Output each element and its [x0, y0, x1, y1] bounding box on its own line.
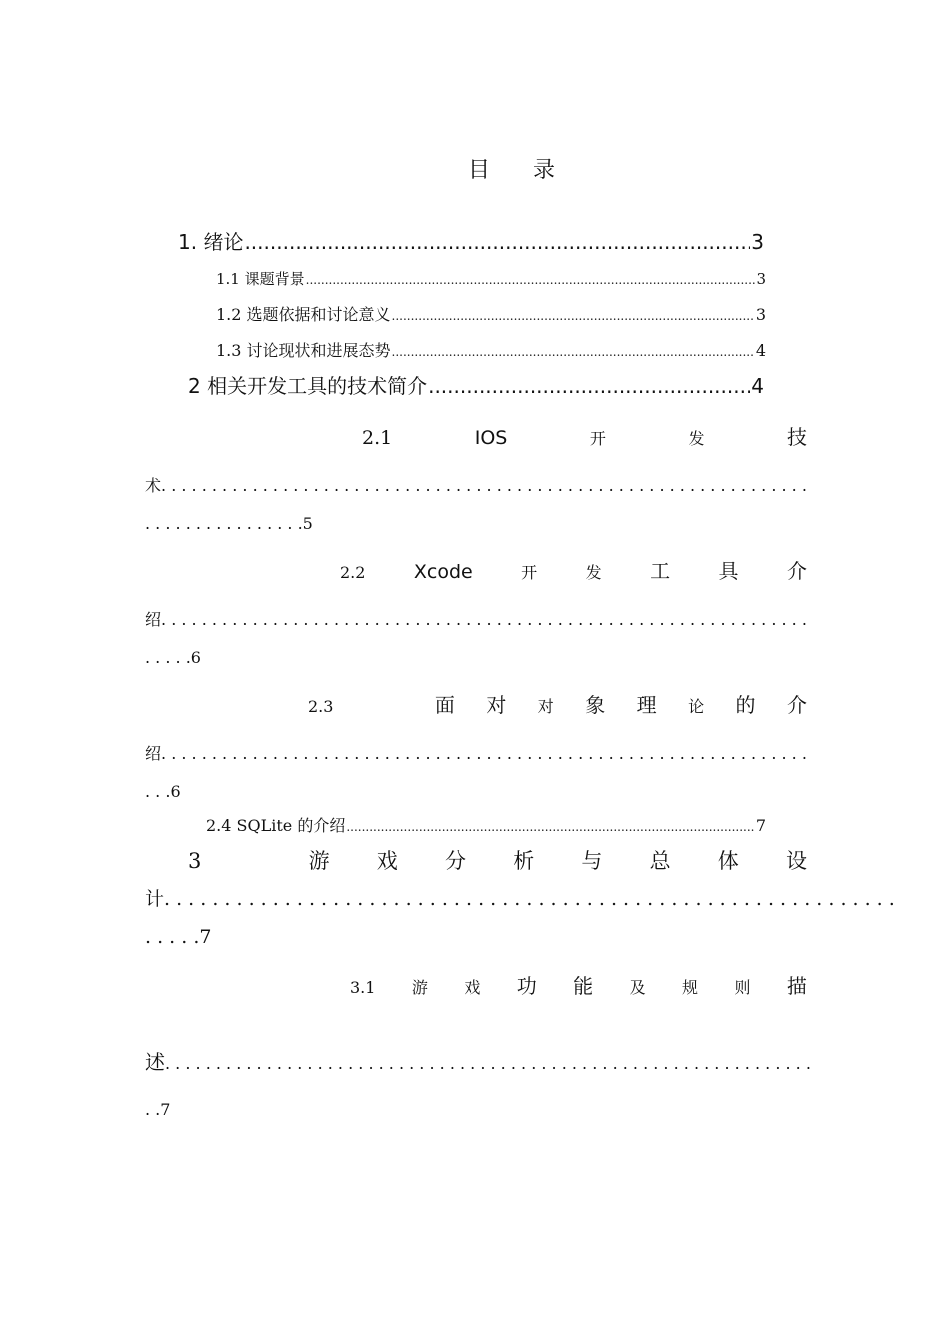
- toc-entry-word: 体: [717, 849, 739, 873]
- toc-leader: [244, 232, 750, 252]
- toc-entry-word: 技: [787, 425, 807, 449]
- toc-entry-page: 7: [199, 926, 212, 948]
- toc-entry-word: 总: [649, 849, 671, 873]
- toc-entry-continuation: [145, 746, 807, 762]
- toc-leader: . . . . . . . . . . . . . . . . . . . . . . . . . . . . . . . . . . . . . . . . . . . . . . . . . . . . . . . . . . . . . . . .: [161, 744, 807, 763]
- toc-entry-label: 1.2 选题依据和讨论意义: [216, 305, 391, 324]
- toc-entry-page: 7: [160, 1100, 171, 1119]
- toc-entry-page: 3: [755, 305, 766, 324]
- toc-entry-word: 戏: [464, 978, 481, 997]
- toc-leader: . . .: [145, 782, 171, 801]
- toc-entry-word: 开: [589, 429, 606, 448]
- toc-entry-word: 规: [682, 978, 699, 997]
- toc-entry-page: 4: [755, 341, 766, 360]
- toc-leader: . . . . . . . . . . . . . . . . . . . . . . . . . . . . . . . . . . . . . . . . . . . . . . . . . . . . . . . . . . . . . . . .: [161, 476, 807, 495]
- toc-leader: [428, 376, 750, 396]
- toc-entry-word: 游: [308, 849, 330, 873]
- toc-leader: [306, 274, 756, 286]
- toc-entry-label: 计: [145, 888, 165, 910]
- toc-entry-word: Xcode: [413, 561, 473, 583]
- toc-entry-number: 2.1: [362, 427, 393, 449]
- toc-entry-label: 1.3 讨论现状和进展态势: [216, 341, 391, 360]
- toc-entry-word: 对: [486, 693, 507, 717]
- toc-entry-continuation: [145, 478, 807, 494]
- toc-entry-page: 6: [170, 782, 181, 801]
- toc-entry-continuation: [145, 1102, 170, 1118]
- toc-entry-2-3[interactable]: [308, 695, 807, 715]
- toc-entry-word: 设: [786, 849, 807, 873]
- toc-entry-intro[interactable]: [178, 232, 764, 252]
- toc-entry-word: 析: [513, 849, 535, 873]
- toc-leader: . . . . . . . . . . . . . . . . . . . . . . . . . . . . . . . . . . . . . . . . . . . . . . . . . . . . . . . . . . . . . . . .: [161, 610, 807, 629]
- toc-entry-word: 面: [434, 693, 455, 717]
- toc-entry-page: 4: [751, 374, 764, 398]
- toc-leader: . .: [145, 1100, 161, 1119]
- toc-entry-page: 5: [302, 514, 313, 533]
- toc-entry-word: 分: [444, 849, 466, 873]
- toc-entry-label: 2.4 SQLite 的介绍: [206, 816, 346, 835]
- toc-entry-chapter-3[interactable]: [188, 851, 807, 872]
- toc-leader: . . . . .: [145, 926, 200, 948]
- toc-entry-2-1[interactable]: [362, 427, 807, 448]
- toc-entry-continuation: [145, 612, 807, 628]
- toc-entry-word: 工: [650, 559, 671, 583]
- toc-entry-word: 游: [411, 978, 428, 997]
- toc-leader: . . . . . . . . . . . . . . . . . . . . . . . . . . . . . . . . . . . . . . . . . . . . . . . . . . . . . . . . . . . . .: [164, 888, 895, 910]
- toc-entry-word: 象: [585, 693, 606, 717]
- toc-entry-number: 2.3: [308, 697, 334, 716]
- toc-entry-word: 论: [688, 697, 705, 716]
- toc-leader: . . . . .: [145, 648, 191, 667]
- toc-entry-continuation: [145, 784, 181, 800]
- toc-entry-page: 6: [190, 648, 201, 667]
- toc-title: 目 录: [468, 158, 573, 183]
- toc-leader: . . . . . . . . . . . . . . . . . . . . . . . . . . . . . . . . . . . . . . . . . . . . . . . . . . . . . . . . . . . . . . . .: [165, 1054, 811, 1073]
- toc-entry-word: 的: [735, 693, 756, 717]
- toc-entry-1-1[interactable]: [216, 272, 766, 287]
- toc-entry-number: 3.1: [350, 978, 376, 997]
- toc-entry-word: 对: [537, 697, 554, 716]
- toc-leader: [392, 346, 755, 358]
- toc-entry-word: IOS: [474, 427, 508, 449]
- toc-entry-number: 2.2: [340, 563, 366, 582]
- toc-entry-word: 描: [786, 974, 807, 998]
- toc-entry-continuation: [145, 516, 313, 532]
- toc-entry-word: 能: [573, 974, 594, 998]
- toc-entry-label: 绍: [145, 744, 162, 763]
- toc-entry-word: 与: [581, 849, 603, 873]
- toc-entry-page: 3: [751, 230, 764, 254]
- toc-entry-word: 介: [786, 559, 807, 583]
- toc-entry-continuation: [145, 650, 201, 666]
- toc-entry-2-2[interactable]: [340, 561, 807, 582]
- toc-entry-word: 开: [521, 563, 538, 582]
- toc-entry-chapter-2[interactable]: [188, 376, 764, 396]
- toc-entry-label: 1. 绪论: [178, 230, 244, 254]
- toc-entry-2-4[interactable]: [206, 818, 766, 834]
- toc-leader: [346, 821, 754, 833]
- toc-entry-label: 2 相关开发工具的技术简介: [188, 374, 428, 398]
- toc-entry-1-2[interactable]: [216, 307, 766, 323]
- toc-entry-word: 介: [786, 693, 807, 717]
- toc-entry-word: 具: [718, 559, 739, 583]
- toc-entry-label: 绍: [145, 610, 162, 629]
- toc-leader: . . . . . . . . . . . . . . . .: [145, 514, 303, 533]
- toc-entry-word: 及: [629, 978, 646, 997]
- toc-entry-continuation: [145, 890, 895, 909]
- toc-entry-label: 1.1 课题背景: [216, 270, 305, 288]
- toc-entry-word: 发: [688, 429, 705, 448]
- toc-entry-word: 理: [636, 693, 657, 717]
- toc-entry-word: 功: [516, 974, 537, 998]
- toc-entry-3-1[interactable]: [350, 976, 807, 996]
- toc-entry-1-3[interactable]: [216, 343, 766, 359]
- toc-entry-continuation: [145, 928, 211, 947]
- toc-entry-page: 3: [756, 270, 766, 288]
- toc-entry-number: 3: [188, 849, 202, 873]
- toc-entry-page: 7: [755, 816, 766, 835]
- toc-entry-word: 戏: [376, 849, 398, 873]
- toc-entry-continuation: [145, 1052, 811, 1072]
- toc-entry-word: 发: [585, 563, 602, 582]
- toc-entry-label: 术: [145, 476, 162, 495]
- toc-entry-label: 述: [145, 1050, 165, 1074]
- toc-entry-word: 则: [734, 978, 751, 997]
- toc-leader: [392, 310, 755, 322]
